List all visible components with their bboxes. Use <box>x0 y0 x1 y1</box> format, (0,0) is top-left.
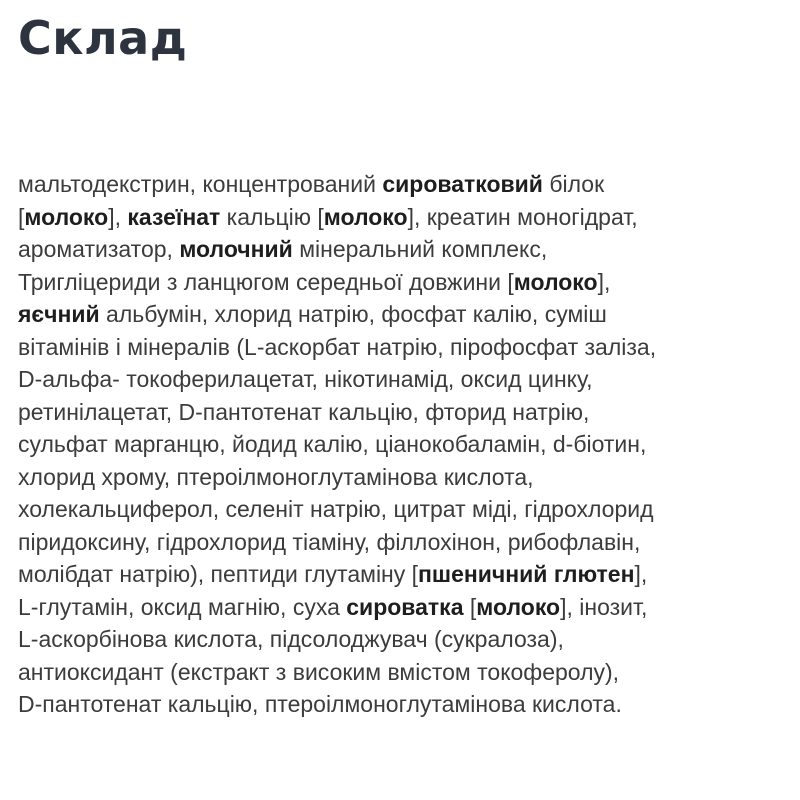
ingredient-text: ], <box>634 561 648 587</box>
ingredient-text: антиоксидант (екстракт з високим вмістом токоферолу), <box>18 658 620 685</box>
ingredient-line <box>18 623 798 656</box>
ingredient-line <box>18 331 798 364</box>
ingredient-text: сульфат марганцю, йодид калію, ціанокобаламін, d-біотин, <box>18 431 647 457</box>
allergen-highlight: сироватка <box>346 593 464 620</box>
ingredient-line <box>18 363 798 396</box>
ingredient-text: піридоксину, гідрохлорид тіаміну, філлохінон, рибофлавін, <box>18 528 641 555</box>
ingredient-line <box>18 461 798 494</box>
ingredient-text: D-пантотенат кальцію, птероілмоноглутамінова кислота. <box>18 691 622 717</box>
ingredient-line <box>18 168 798 201</box>
ingredient-text: ретинілацетат, D-пантотенат кальцію, фторид натрію, <box>18 398 590 425</box>
ingredient-text: ароматизатор, <box>18 236 180 262</box>
ingredient-line <box>18 591 798 624</box>
allergen-highlight: пшеничний глютен <box>418 561 635 587</box>
ingredient-text: D-альфа- токоферилацетат, нікотинамід, оксид цинку, <box>18 366 593 392</box>
ingredient-text: білок <box>542 171 605 197</box>
ingredient-text: L-глутамін, оксид магнію, суха <box>18 593 347 620</box>
ingredient-text: хлорид хрому, птероілмоноглутамінова кислота, <box>18 463 534 490</box>
allergen-highlight: молоко <box>24 203 109 230</box>
ingredient-text: [ <box>463 593 477 620</box>
allergen-highlight: сироватковий <box>382 171 543 197</box>
ingredient-text: L-аскорбінова кислота, підсолоджувач (сукралоза), <box>18 626 564 652</box>
ingredient-line <box>18 396 798 429</box>
ingredient-text: молібдат натрію), пептиди глутаміну [ <box>18 561 419 587</box>
ingredient-text: альбумін, хлорид натрію, фосфат калію, суміш <box>99 301 607 327</box>
ingredient-text: ], <box>108 203 128 230</box>
ingredient-text: ], креатин моногідрат, <box>407 203 638 230</box>
ingredient-line <box>18 493 798 526</box>
ingredient-line <box>18 526 798 559</box>
ingredient-line <box>18 233 798 266</box>
ingredients-text <box>18 168 798 721</box>
ingredient-line <box>18 266 798 299</box>
ingredient-text: вітамінів і мінералів (L-аскорбат натрію, пірофосфат заліза, <box>18 333 657 360</box>
ingredient-text: мальтодекстрин, концентрований <box>18 171 383 197</box>
page-title: Склад <box>18 11 188 65</box>
allergen-highlight: молоко <box>476 593 561 620</box>
ingredient-line <box>18 558 798 591</box>
ingredient-text: кальцію [ <box>220 203 324 230</box>
allergen-highlight: молоко <box>323 203 408 230</box>
allergen-highlight: молоко <box>513 268 598 295</box>
ingredient-text: [ <box>18 203 25 230</box>
ingredient-line <box>18 688 798 721</box>
ingredient-text: ], інозит, <box>560 593 648 620</box>
ingredient-line <box>18 656 798 689</box>
ingredient-line <box>18 428 798 461</box>
allergen-highlight: яєчний <box>18 301 100 327</box>
ingredient-line <box>18 298 798 331</box>
ingredient-line <box>18 201 798 234</box>
ingredient-text: мінеральний комплекс, <box>292 236 548 262</box>
ingredient-text: Тригліцериди з ланцюгом середньої довжини [ <box>18 268 514 295</box>
ingredient-text: холекальциферол, селеніт натрію, цитрат міді, гідрохлорид <box>18 496 654 522</box>
allergen-highlight: казеїнат <box>127 203 221 230</box>
allergen-highlight: молочний <box>179 236 293 262</box>
ingredient-text: ], <box>597 268 611 295</box>
